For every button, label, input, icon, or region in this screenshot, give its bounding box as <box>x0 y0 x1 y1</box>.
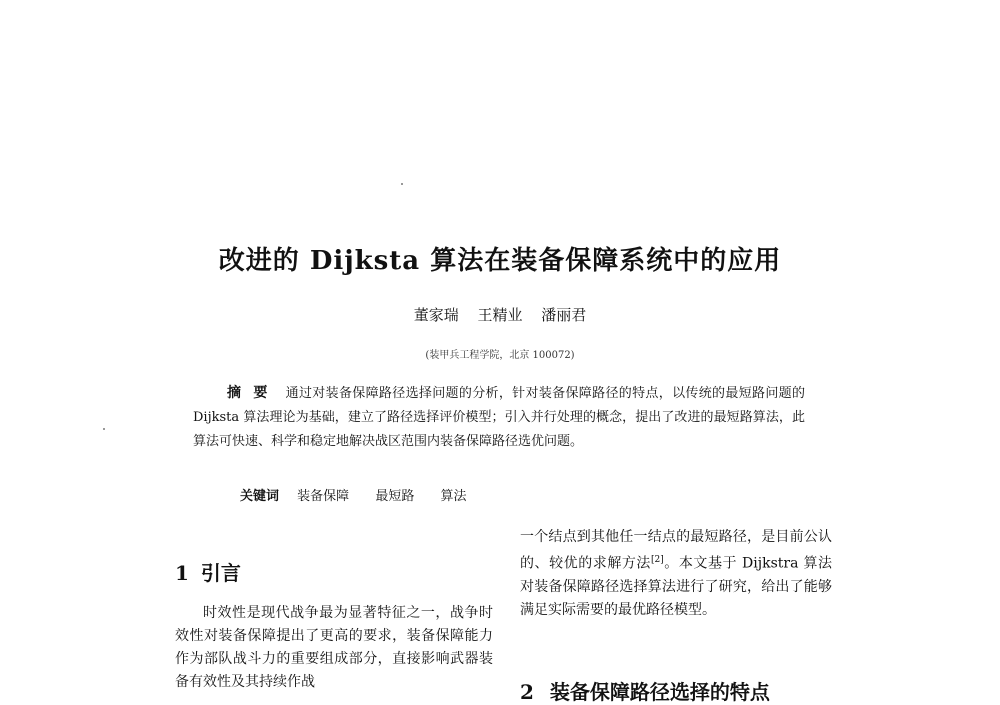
right-text-part-2: 。本文基于 Dijkstra 算法对装备保障路径选择算法进行了研究，给出了能够满足实际需要的最优路径模型。 <box>520 555 832 618</box>
paper-title: 改进的 Dijksta 算法在装备保障系统中的应用 <box>218 246 782 276</box>
abstract-block <box>193 381 805 454</box>
scan-speck <box>401 183 403 185</box>
intro-left-column: 时效性是现代战争最为显著特征之一，战争时效性对装备保障提出了更高的要求，装备保障能力作为部队战斗力的重要组成部分，直接影响武器装备有效性及其持续作战 <box>175 605 493 690</box>
section-2-number: 2 <box>520 680 534 704</box>
intro-right-column <box>520 526 832 622</box>
abstract-label: 摘要 <box>227 385 280 401</box>
keyword-item: 最短路 <box>375 489 415 504</box>
keywords-label: 关键词 <box>240 489 280 504</box>
section-2-title: 装备保障路径选择的特点 <box>549 680 770 704</box>
paper-authors: 董家瑞 王精业 潘丽君 <box>413 306 587 324</box>
section-1-number: 1 <box>175 561 189 585</box>
keywords-line <box>240 485 488 504</box>
scan-speck <box>103 428 105 430</box>
section-1-heading <box>175 557 241 586</box>
right-text-part-1: 一个结点到其他任一结点的最短路径，是目前公认的、较优的求解方法 <box>520 529 832 572</box>
keyword-item: 算法 <box>440 489 467 504</box>
paper-affiliation: (装甲兵工程学院，北京 100072) <box>425 350 575 361</box>
abstract-text: 通过对装备保障路径选择问题的分析，针对装备保障路径的特点，以传统的最短路问题的 Dijksta 算法理论为基础，建立了路径选择评价模型；引入并行处理的概念，提出了改进的最短路算法，此算法可快速、科学和稳定地解决战区范围内装备保障路径选优问题。 <box>193 386 805 449</box>
citation-mark: [2] <box>650 555 664 565</box>
keyword-item: 装备保障 <box>297 489 350 504</box>
section-2-heading <box>520 676 770 705</box>
section-1-title: 引言 <box>200 561 241 585</box>
